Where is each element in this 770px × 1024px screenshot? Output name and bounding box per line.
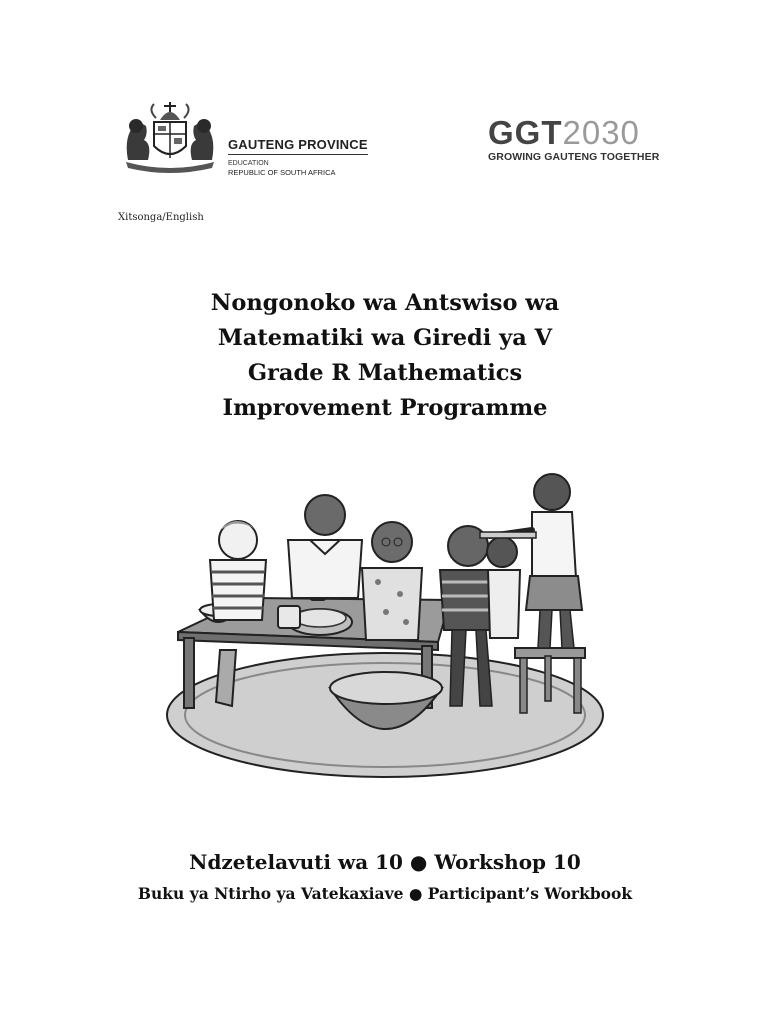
page-title xyxy=(0,286,770,426)
title-line-4: Improvement Programme xyxy=(222,395,548,421)
workshop-label: Ndzetelavuti wa 10 ● Workshop 10 xyxy=(189,850,581,874)
ggt2030-logo xyxy=(488,116,668,163)
gauteng-logo-text xyxy=(228,134,398,177)
gauteng-province-title: GAUTENG PROVINCE xyxy=(228,137,368,155)
ggt-letters: GGT xyxy=(488,114,563,151)
gauteng-education-label: EDUCATION xyxy=(228,160,269,167)
language-label: Xitsonga/English xyxy=(118,212,204,223)
gauteng-province-logo xyxy=(118,100,388,175)
title-line-1: Nongonoko wa Antswiso wa xyxy=(210,290,560,316)
workbook-label: Buku ya Ntirho ya Vatekaxiave ● Participant’s Workbook xyxy=(137,884,633,903)
ggt-tagline: GROWING GAUTENG TOGETHER xyxy=(488,151,660,163)
ggt-year: 2030 xyxy=(562,114,640,151)
children-measuring-at-table-illustration xyxy=(160,470,610,785)
republic-label: REPUBLIC OF SOUTH AFRICA xyxy=(228,168,336,177)
title-line-2: Matematiki wa Giredi ya V xyxy=(217,325,553,351)
coat-of-arms-icon xyxy=(118,100,222,175)
ggt-mark xyxy=(488,116,668,149)
title-line-3: Grade R Mathematics xyxy=(247,360,523,386)
